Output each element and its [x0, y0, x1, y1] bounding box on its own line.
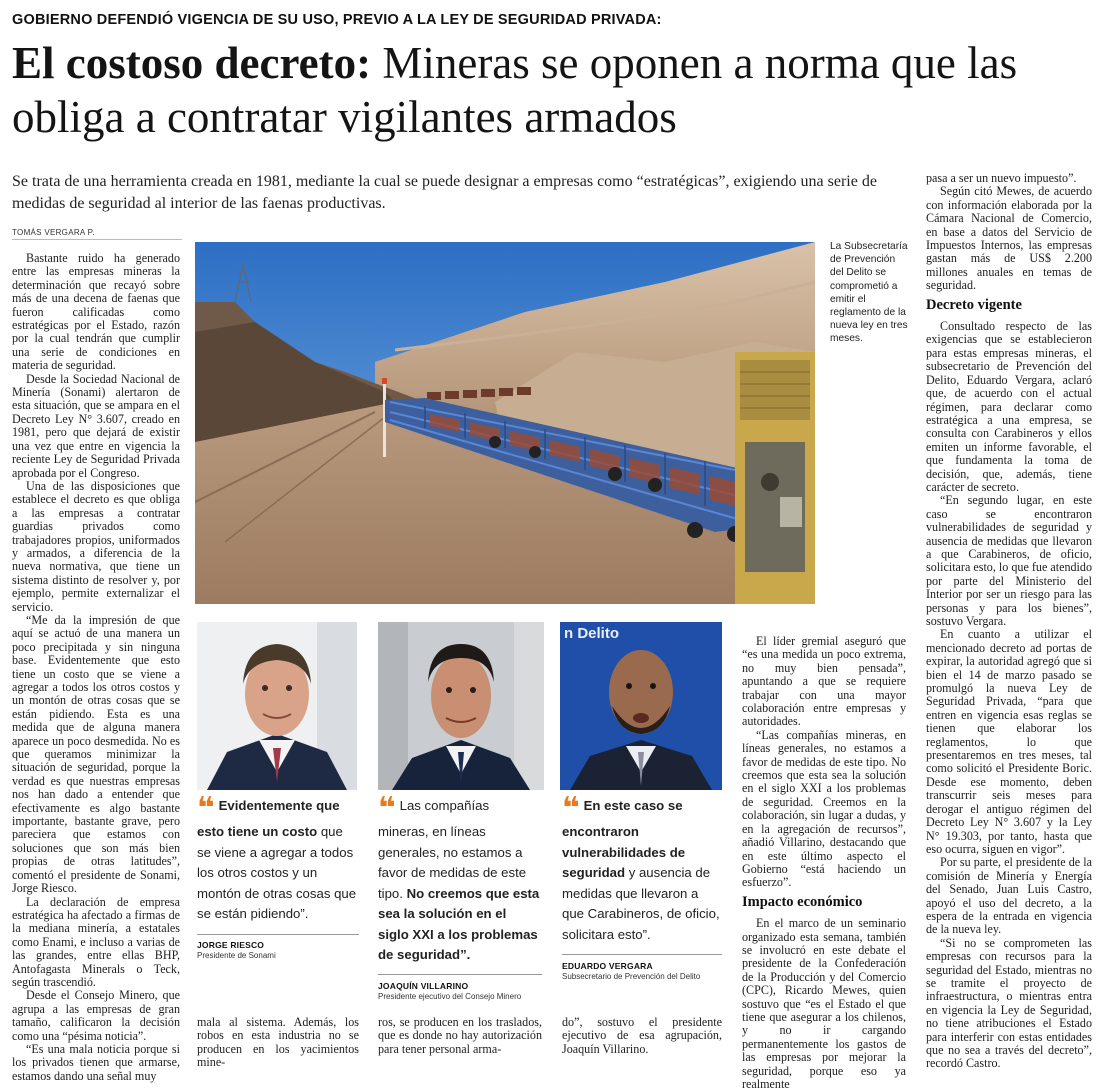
paragraph: mala al sistema. Además, los robos en esta industria no se producen en los yacimientos mine-: [197, 1015, 359, 1070]
quote-divider: [562, 954, 722, 955]
paragraph: “Si no se comprometen las empresas con recursos para la seguridad del Estado, mientras no se tramite el proyecto de infraestructura, o mientras entra en vigencia la Ley de Seguridad, no tiene atribuciones el Estado para interferir con estas entidades que no sea a través del decreto”, recordó Castro.: [926, 935, 1092, 1071]
paragraph: Una de las disposiciones que establece el decreto es que obliga a las empresas a contratar guardias privados como trabajadores propios, uniformados y armados, a diferencia de la nueva normativa, que tiene un sistema distinto de resolver y, por ejemplo, permite externalizar el servicio.: [12, 478, 180, 614]
quote-mark-icon: ❝: [197, 791, 215, 826]
section-heading: Impacto económico: [742, 893, 863, 910]
paragraph: Por su parte, el presidente de la comisión de Minería y Energía del Senado, Juan Luis Castro, apoyó el uso del decreto, a la espera de la entrada en vigencia de la nueva ley.: [926, 855, 1092, 937]
pull-quote-2-text: Las compañías mineras, en líneas generales, no estamos a favor de medidas de este tipo.: [378, 798, 527, 901]
paragraph: “Es una mala noticia porque si los privados tienen que armarse, estamos dando una señal muy: [12, 1041, 180, 1083]
paragraph: El líder gremial aseguró que “es una medida un poco extrema, no muy bien pensada”, apuntando a que se requiere trabajar con una mayor colaboración entre empresas y autoridades.: [742, 634, 906, 729]
portrait-jorge-riesco: [197, 622, 357, 790]
paragraph: Según citó Mewes, de acuerdo con información elaborada por la Cámara Nacional de Comercio, en base a datos del Servicio de Impuestos Internos, las empresas gastan más de US$ 2.200 millones anuales en temas de seguridad.: [926, 184, 1092, 293]
quote-divider: [378, 974, 542, 975]
jorge-riesco-photo: [197, 622, 357, 790]
paragraph: La declaración de empresa estratégica ha afectado a firmas de la mediana minería, a estatales como Enami, e incluso a varias de las grandes, entre ellas BHP, Antofagasta Minerals o Teck, según trascendió.: [12, 894, 180, 989]
kicker: GOBIERNO DEFENDIÓ VIGENCIA DE SU USO, PREVIO A LA LEY DE SEGURIDAD PRIVADA:: [12, 12, 662, 28]
paragraph: Desde la Sociedad Nacional de Minería (Sonami) alertaron de esta situación, que se ampara en el Decreto Ley N° 3.607, creado en 1981, pero que dejará de existir una vez que entre en vigencia la reciente Ley de Seguridad Privada aprobada por el Congreso.: [12, 371, 180, 480]
pull-quote-3-bold: En este caso se encontraron vulnerabilidades de seguridad: [562, 798, 686, 880]
headline-bold: El costoso decreto:: [12, 38, 372, 88]
paragraph: ros, se producen en los traslados, que es donde no hay autorización para tener personal arma-: [378, 1015, 542, 1056]
paragraph: do”, sostuvo el presidente ejecutivo de esa agrupación, Joaquín Villarino.: [562, 1015, 722, 1056]
headline: [12, 36, 1092, 144]
backdrop-text: n Delito: [564, 625, 619, 642]
quote-mark-icon: ❝: [378, 791, 396, 826]
article-column-3-bottom: [378, 1016, 542, 1056]
mining-train-illustration: [195, 242, 815, 604]
main-photo-mining-train: [195, 242, 815, 604]
deck-subtitle: Se trata de una herramienta creada en 1981, mediante la cual se puede designar a empresas como “estratégicas”, exigiendo una serie de medidas de seguridad al interior de las faenas productivas.: [12, 173, 877, 212]
headline-rest: Mineras se oponen a norma que las obliga a contratar vigilantes armados: [12, 38, 1018, 142]
paragraph: “Las compañías mineras, en líneas generales, no estamos a favor de medidas de este tipo. No creemos que esta sea la solución en el siglo XXI a los problemas de seguridad. Creemos en la colaboración, sin lugar a dudas, y en la agregación de recursos”, añadió Villarino, destacando que en este último aspecto el Gobierno “está haciendo un esfuerzo”.: [742, 727, 906, 890]
pull-quote-3-text: y ausencia de medidas que llevaron a que Carabineros, de oficio, solicitara esto”.: [562, 865, 720, 942]
paragraph: Consultado respecto de las exigencias que se establecieron para estas empresas mineras, el subsecretario de Prevención del Delito, Eduardo Vergara, aclaró que, de acuerdo con el actual régimen, para declarar como estratégica a una empresa, se consulta con Carabineros y ellos emiten un informe favorable, el que fundamenta la toma de decisión, que, además, tiene carácter de secreto.: [926, 319, 1092, 494]
article-column-1: [12, 252, 180, 1083]
pull-quote-1-bold: Evidentemente que esto tiene un costo: [197, 798, 340, 839]
paragraph: En cuanto a utilizar el mencionado decreto ad portas de expirar, la autoridad agregó que si bien el 14 de marzo pasado se promulgó la nueva Ley de Seguridad Privada, “para que entren en vigencia esas reglas se tienen que elaborar los reglamentos, lo que presentaremos en tres meses, tal como solicitó el Presidente Boric. Desde ese momento, deben transcurrir seis meses para derogar el antiguo régimen del Decreto Ley N° 3.607 y la Ley N° 19.303, por tanto, hasta que eso ocurra, siguen en vigor”.: [926, 627, 1092, 856]
pull-quote-2: [378, 791, 540, 966]
quote-author-name: EDUARDO VERGARA: [562, 961, 653, 971]
eduardo-vergara-photo: [560, 622, 722, 790]
quote-divider: [197, 934, 359, 935]
section-heading: Decreto vigente: [926, 296, 1022, 313]
article-column-2-bottom: [197, 1016, 359, 1070]
quote-author-title: Presidente ejecutivo del Consejo Minero: [378, 992, 522, 1001]
paragraph: En el marco de un seminario organizado esta semana, también se involucró en este debate el presidente de la Confederación de la Producción y del Comercio (CPC), Ricardo Mewes, quien sostuvo que “es el Estado el que tiene que asegurar a los chilenos, y no ir cargando permanentemente los gastos de las empresas por mejorar la seguridad, porque eso ya realmente: [742, 916, 906, 1091]
paragraph: pasa a ser un nuevo impuesto”.: [926, 171, 1077, 185]
joaquin-villarino-photo: [378, 622, 544, 790]
byline-divider: [12, 239, 182, 240]
quote-author-title: Presidente de Sonami: [197, 951, 276, 960]
quote-author-name: JORGE RIESCO: [197, 940, 265, 950]
quote-author-name: JOAQUÍN VILLARINO: [378, 981, 469, 991]
portrait-joaquin-villarino: [378, 622, 544, 790]
portrait-eduardo-vergara: [560, 622, 722, 790]
paragraph: “En segundo lugar, en este caso se encontraron vulnerabilidades de seguridad y ausencia de medidas que llevaron a que Carabineros, de oficio, solicitara esto, lo que fue atendido por parte del Ministerio del Interior por ser un riesgo para las personas y para los bienes”, sostuvo Vergara.: [926, 493, 1092, 628]
article-column-4-bottom: [562, 1016, 722, 1056]
quote-author-title: Subsecretario de Prevención del Delito: [562, 972, 701, 981]
paragraph: Desde el Consejo Minero, que agrupa a las empresas de gran tamaño, calificaron la decisión como una “pésima noticia”.: [12, 988, 180, 1043]
pull-quote-1-text: que se viene a agregar a todos los otros costos y un montón de otras cosas que se están pidiendo”.: [197, 824, 357, 921]
paragraph: “Me da la impresión de que aquí se actuó de una manera un poco precipitada y sin ninguna base. Evidentemente que esto tiene un costo que se viene a agregar a todos los otros costos y un montón de otras cosas que se están pidiendo. Esta es una medida que de alguna manera aparece un poco desmedida. No es que queramos minimizar la situación de seguridad, porque la verdad es que nuestras empresas nos han dado a entender que efectivamente es algo bastante importante, bastante grave, pero pareciera que estamos con soluciones que son más bien propias de otras latitudes”, comentó el presidente de Sonami, Jorge Riesco.: [12, 612, 180, 896]
quote-mark-icon: ❝: [562, 791, 580, 826]
paragraph: Bastante ruido ha generado entre las empresas mineras la determinación que recayó sobre más de una decena de faenas que fueron calificadas como estratégicas por el Estado, razón por la cual tendrán que cumplir una serie de condiciones en materia de seguridad.: [12, 251, 180, 373]
article-column-5: [926, 172, 1092, 1071]
article-column-4: [742, 635, 906, 1091]
pull-quote-2-bold: No creemos que esta sea la solución en el siglo XXI a los problemas de seguridad”.: [378, 885, 540, 962]
pull-quote-3: [562, 791, 722, 945]
pull-quote-1: [197, 791, 359, 925]
photo-caption: La Subsecretaría de Prevención del Delito se comprometió a emitir el reglamento de la nueva ley en tres meses.: [830, 241, 908, 345]
byline: TOMÁS VERGARA P.: [12, 228, 95, 237]
